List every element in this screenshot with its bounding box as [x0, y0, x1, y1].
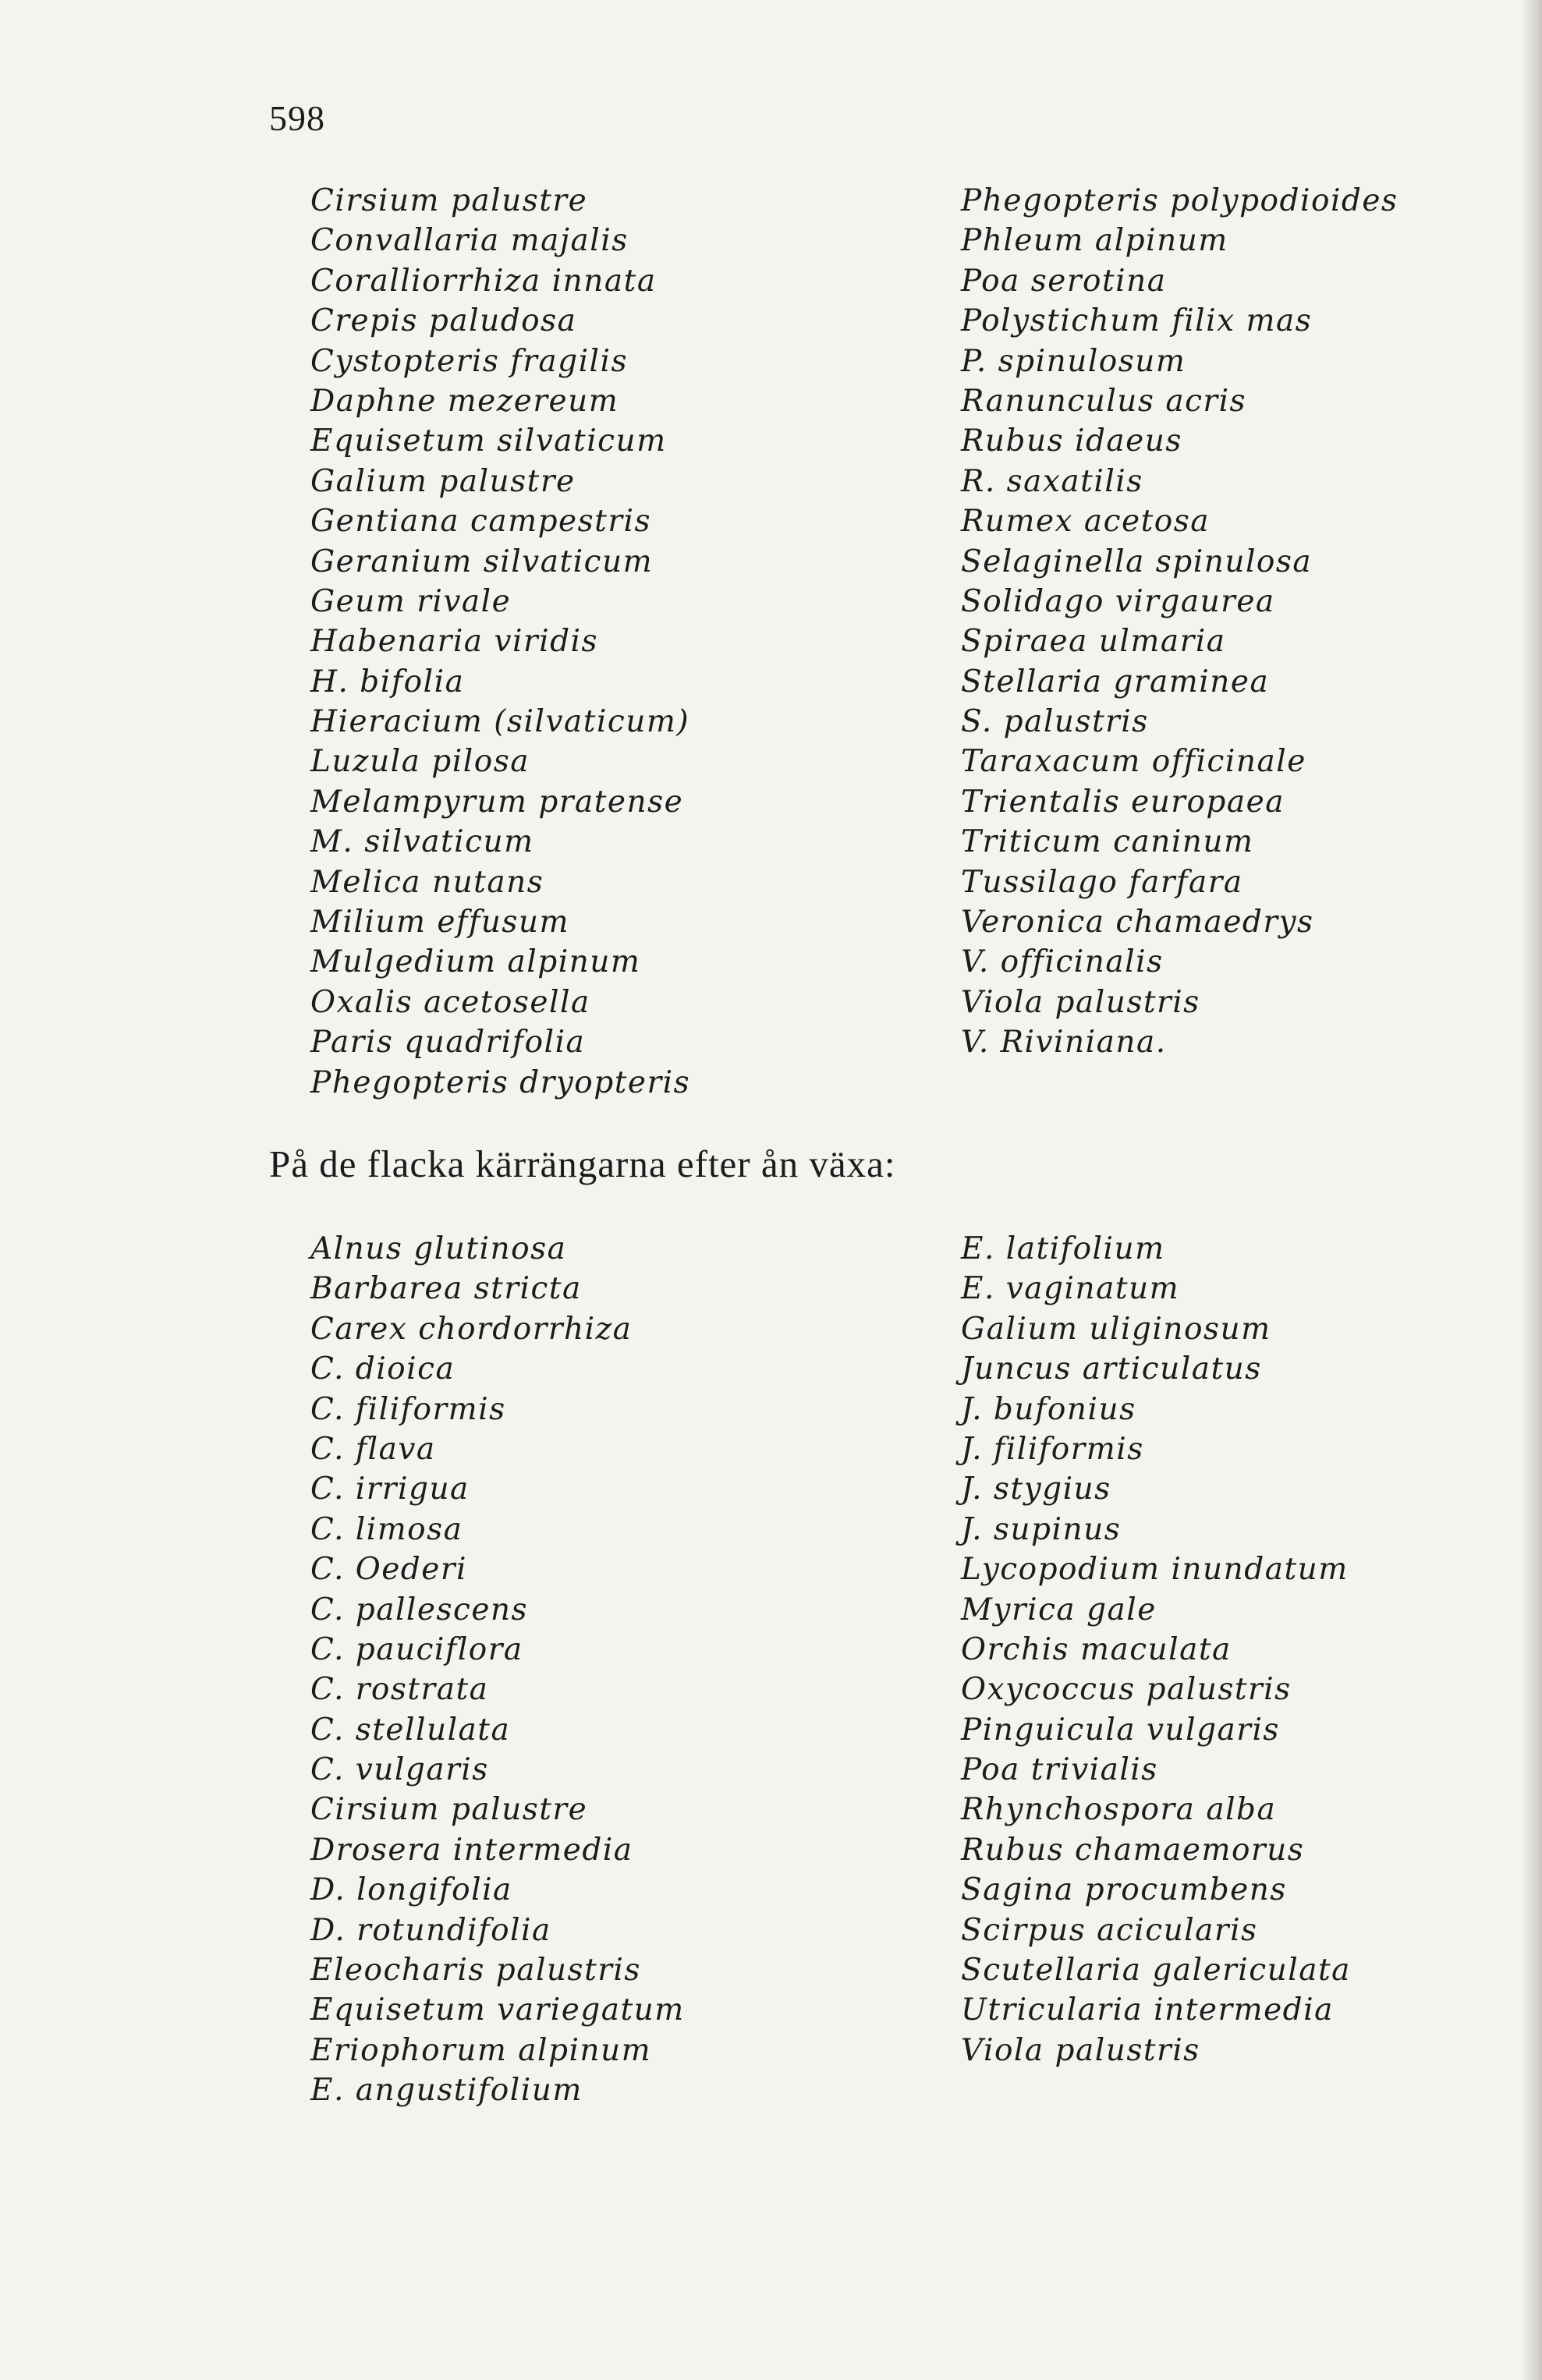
species-name: Rumex acetosa [961, 504, 1211, 540]
species-name: J. supinus [961, 1511, 1122, 1547]
species-name: Habenaria viridis [310, 624, 599, 660]
species-name: Mulgedium alpinum [310, 944, 641, 980]
species-name: Stellaria graminea [961, 664, 1270, 699]
species-name: Spiraea ulmaria [961, 624, 1226, 660]
species-name: C. limosa [310, 1511, 463, 1547]
species-name: Scutellaria galericulata [961, 1953, 1351, 1989]
species-name: Utricularia intermedia [961, 1992, 1334, 2028]
species-name: Triticum caninum [961, 824, 1254, 860]
species-name: Phegopteris polypodioides [961, 183, 1398, 218]
species-list-1-left [310, 181, 690, 1103]
species-name: Selaginella spinulosa [961, 544, 1313, 579]
species-name: Scirpus acicularis [961, 1912, 1258, 1948]
species-name: P. spinulosum [961, 343, 1186, 379]
species-name: Geum rivale [310, 583, 512, 619]
species-name: Rubus idaeus [961, 423, 1182, 459]
species-name: Poa serotina [961, 263, 1167, 299]
species-name: Daphne mezereum [310, 383, 619, 419]
species-list-2-left [310, 1229, 685, 2111]
species-name: Cystopteris fragilis [310, 343, 629, 379]
species-name: Solidago virgaurea [961, 583, 1275, 619]
species-name: Milium effusum [310, 905, 570, 940]
species-name: Taraxacum officinale [961, 744, 1306, 780]
species-name: Juncus articulatus [961, 1351, 1262, 1387]
species-name: Barbarea stricta [310, 1271, 582, 1307]
species-name: Phegopteris dryopteris [310, 1064, 691, 1100]
species-name: C. vulgaris [310, 1752, 489, 1788]
species-name: Equisetum variegatum [310, 1992, 685, 2028]
species-name: V. officinalis [961, 944, 1164, 980]
species-name: Drosera intermedia [310, 1832, 633, 1868]
page-edge-shadow [1522, 0, 1542, 2380]
species-name: D. longifolia [310, 1872, 512, 1908]
species-name: S. palustris [961, 704, 1149, 740]
species-name: Equisetum silvaticum [310, 423, 667, 459]
species-name: Rubus chamaemorus [961, 1832, 1305, 1868]
species-name: Coralliorrhiza innata [310, 263, 657, 299]
species-name: C. irrigua [310, 1472, 470, 1507]
species-name: Trientalis europaea [961, 784, 1285, 820]
species-list-2-right [961, 1229, 1351, 2070]
species-name: Cirsium palustre [310, 183, 588, 218]
species-name: Galium uliginosum [961, 1311, 1271, 1347]
species-name: C. flava [310, 1431, 436, 1467]
species-name: C. Oederi [310, 1552, 467, 1588]
species-name: Sagina procumbens [961, 1872, 1287, 1908]
species-name: Galium palustre [310, 463, 576, 499]
species-name: E. angustifolium [310, 2073, 583, 2109]
species-name: V. Riviniana. [961, 1025, 1167, 1061]
species-name: Lycopodium inundatum [961, 1552, 1349, 1588]
species-name: Orchis maculata [961, 1631, 1232, 1667]
species-name: Convallaria majalis [310, 223, 629, 259]
species-name: C. stellulata [310, 1712, 511, 1748]
species-name: Viola palustris [961, 2032, 1200, 2068]
species-name: D. rotundifolia [310, 1912, 551, 1948]
species-name: Rhynchospora alba [961, 1792, 1277, 1828]
species-name: Alnus glutinosa [310, 1231, 567, 1266]
species-name: Luzula pilosa [310, 744, 530, 780]
species-name: Tussilago farfara [961, 864, 1243, 900]
species-name: Oxycoccus palustris [961, 1672, 1292, 1708]
species-name: C. pallescens [310, 1592, 529, 1627]
species-name: Hieracium (silvaticum) [310, 704, 690, 740]
species-name: J. stygius [961, 1472, 1111, 1507]
species-name: Carex chordorrhiza [310, 1311, 633, 1347]
species-name: Geranium silvaticum [310, 544, 654, 579]
species-name: J. bufonius [961, 1391, 1136, 1427]
section-heading: På de flacka kärrängarna efter ån växa: [269, 1142, 896, 1185]
page-number: 598 [269, 98, 325, 138]
species-name: Eleocharis palustris [310, 1953, 641, 1989]
species-name: Oxalis acetosella [310, 984, 590, 1020]
species-name: E. vaginatum [961, 1271, 1180, 1307]
species-name: Melica nutans [310, 864, 544, 900]
species-name: Veronica chamaedrys [961, 905, 1314, 940]
species-name: Viola palustris [961, 984, 1200, 1020]
species-name: H. bifolia [310, 664, 465, 699]
species-name: Cirsium palustre [310, 1792, 588, 1828]
species-name: Crepis paludosa [310, 303, 577, 339]
species-name: C. pauciflora [310, 1631, 523, 1667]
species-name: Pinguicula vulgaris [961, 1712, 1280, 1748]
species-name: Gentiana campestris [310, 504, 651, 540]
species-name: Phleum alpinum [961, 223, 1228, 259]
species-name: Poa trivialis [961, 1752, 1158, 1788]
species-name: Ranunculus acris [961, 383, 1247, 419]
species-name: C. dioica [310, 1351, 456, 1387]
species-name: Myrica gale [961, 1592, 1157, 1627]
species-name: Paris quadrifolia [310, 1025, 586, 1061]
species-name: C. rostrata [310, 1672, 489, 1708]
species-name: C. filiformis [310, 1391, 506, 1427]
species-name: M. silvaticum [310, 824, 534, 860]
species-list-1-right [961, 181, 1398, 1063]
species-name: J. filiformis [961, 1431, 1144, 1467]
species-name: E. latifolium [961, 1231, 1165, 1266]
species-name: Eriophorum alpinum [310, 2032, 652, 2068]
species-name: Polystichum filix mas [961, 303, 1313, 339]
species-name: Melampyrum pratense [310, 784, 684, 820]
species-name: R. saxatilis [961, 463, 1143, 499]
